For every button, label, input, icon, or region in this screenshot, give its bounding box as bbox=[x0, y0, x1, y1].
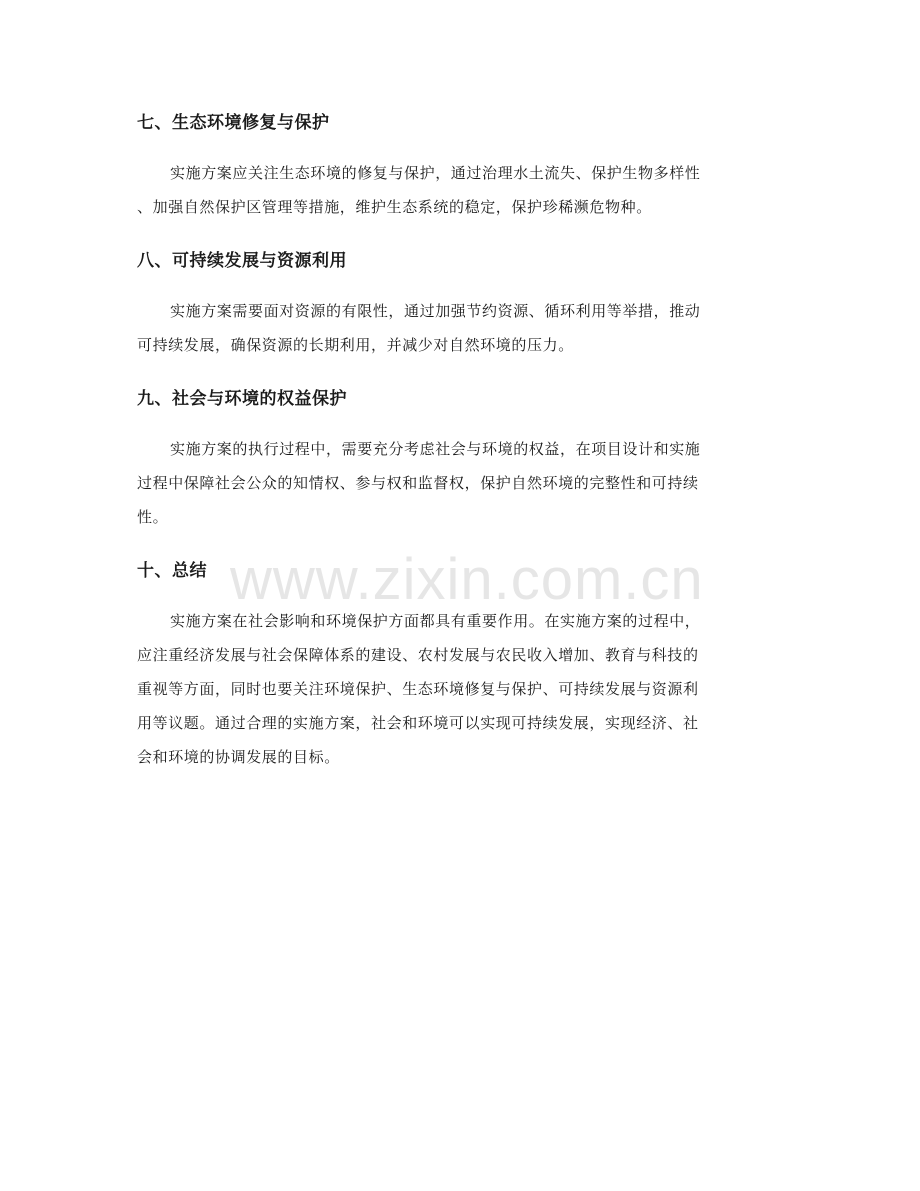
paragraph-line: 用等议题。通过合理的实施方案，社会和环境可以实现可持续发展，实现经济、社 bbox=[137, 714, 699, 732]
paragraph-line: 可持续发展，确保资源的长期利用，并减少对自然环境的压力。 bbox=[137, 336, 574, 354]
paragraph-line: 实施方案的执行过程中，需要充分考虑社会与环境的权益，在项目设计和实施 bbox=[170, 440, 701, 458]
section-heading-8: 八、可持续发展与资源利用 bbox=[137, 251, 347, 271]
paragraph-line: 过程中保障社会公众的知情权、参与权和监督权，保护自然环境的完整性和可持续 bbox=[137, 474, 699, 492]
paragraph-line: 实施方案需要面对资源的有限性，通过加强节约资源、循环利用等举措，推动 bbox=[170, 302, 701, 320]
paragraph-line: 实施方案在社会影响和环境保护方面都具有重要作用。在实施方案的过程中， bbox=[170, 612, 701, 630]
watermark: www.zixin.com.cn bbox=[230, 547, 704, 612]
section-paragraph-9 bbox=[137, 432, 783, 534]
paragraph-line: 、加强自然保护区管理等措施，维护生态系统的稳定，保护珍稀濒危物种。 bbox=[137, 198, 652, 216]
section-heading-7: 七、生态环境修复与保护 bbox=[137, 113, 330, 133]
paragraph-line: 应注重经济发展与社会保障体系的建设、农村发展与农民收入增加、教育与科技的 bbox=[137, 646, 699, 664]
paragraph-line: 重视等方面，同时也要关注环境保护、生态环境修复与保护、可持续发展与资源利 bbox=[137, 680, 699, 698]
paragraph-line: 会和环境的协调发展的目标。 bbox=[137, 748, 340, 766]
section-heading-9: 九、社会与环境的权益保护 bbox=[137, 389, 347, 409]
section-paragraph-7 bbox=[137, 156, 783, 224]
section-paragraph-8 bbox=[137, 294, 783, 362]
section-heading-10: 十、总结 bbox=[137, 561, 207, 581]
paragraph-line: 实施方案应关注生态环境的修复与保护，通过治理水土流失、保护生物多样性 bbox=[170, 164, 701, 182]
section-paragraph-10 bbox=[137, 604, 783, 774]
paragraph-line: 性。 bbox=[137, 508, 169, 526]
